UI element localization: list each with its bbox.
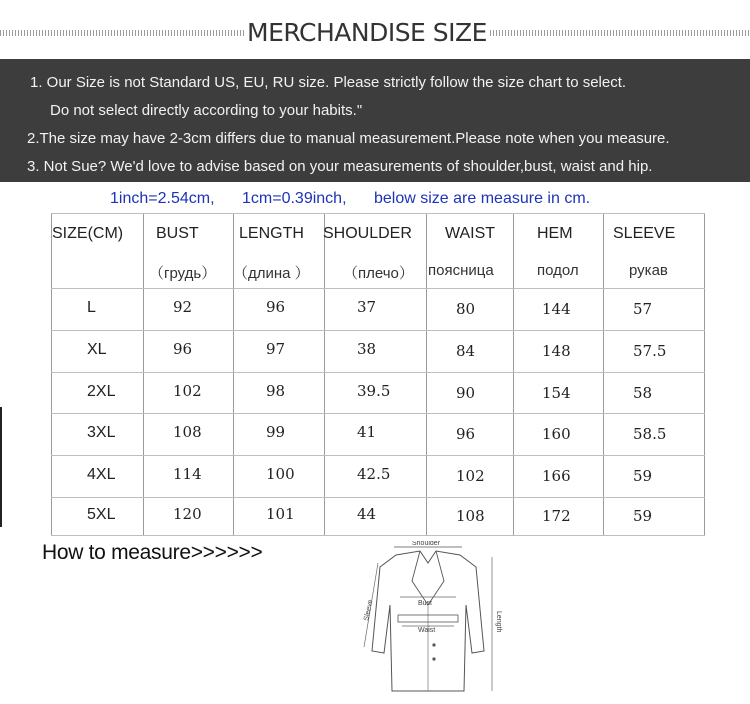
waist-cell: 84 xyxy=(456,342,476,360)
hem-cell: 172 xyxy=(542,507,571,525)
length-cell: 101 xyxy=(266,505,295,523)
waist-cell: 108 xyxy=(456,507,485,525)
column-header: LENGTH xyxy=(239,225,304,242)
length-cell: 97 xyxy=(266,340,286,358)
left-edge-bar xyxy=(0,407,2,527)
hem-cell: 148 xyxy=(542,342,571,360)
shoulder-cell: 37 xyxy=(357,298,377,316)
coat-measure-diagram xyxy=(350,541,510,701)
length-cell: 99 xyxy=(266,423,286,441)
column-header: BUST xyxy=(156,225,199,242)
length-cell: 96 xyxy=(266,298,286,316)
size-cell: 4XL xyxy=(87,466,116,483)
waist-cell: 80 xyxy=(456,300,476,318)
shoulder-label: Shoulder xyxy=(412,541,441,547)
shoulder-cell: 42.5 xyxy=(357,465,391,483)
sleeve-cell: 58 xyxy=(633,383,653,402)
notice-box xyxy=(0,59,750,182)
hem-cell: 160 xyxy=(542,425,571,443)
table-row xyxy=(51,288,705,330)
column-header-russian: рукав xyxy=(629,262,668,279)
sleeve-label: Sleeve xyxy=(363,599,375,622)
shoulder-cell: 44 xyxy=(357,505,377,523)
notice-line-4: 3. Not Sue? We'd love to advise based on your measurements of shoulder,bust, waist and hip. xyxy=(27,158,653,175)
notice-line-2: Do not select directly according to your habits." xyxy=(50,102,363,119)
inch-conversion: 1inch=2.54cm, xyxy=(110,190,215,207)
size-table xyxy=(51,213,705,536)
column-header-russian: поясница xyxy=(428,262,494,279)
waist-label: Waist xyxy=(418,627,436,634)
unit-note: below size are measure in cm. xyxy=(374,190,591,207)
column-header: SHOULDER xyxy=(323,225,412,242)
bust-cell: 114 xyxy=(173,465,202,483)
column-header-russian: （плечо） xyxy=(343,265,414,282)
sleeve-cell: 59 xyxy=(633,467,653,485)
bust-cell: 102 xyxy=(173,381,202,400)
waist-cell: 96 xyxy=(456,425,476,443)
size-cell: 3XL xyxy=(87,424,116,441)
size-cell: XL xyxy=(87,341,107,358)
header-rule-right xyxy=(490,30,750,36)
bust-cell: 92 xyxy=(173,298,193,316)
column-header: HEM xyxy=(537,225,573,242)
header-rule-left xyxy=(0,30,244,36)
shoulder-cell: 38 xyxy=(357,340,377,358)
table-row xyxy=(51,330,705,372)
hem-cell: 144 xyxy=(542,300,571,318)
column-header: SIZE(CM) xyxy=(52,225,124,242)
size-cell: 2XL xyxy=(87,382,116,400)
section-header xyxy=(0,14,750,54)
bust-label: Bust xyxy=(418,600,433,607)
table-row xyxy=(51,497,705,535)
coat-button-2 xyxy=(432,657,435,660)
shoulder-cell: 41 xyxy=(357,423,377,441)
bust-cell: 96 xyxy=(173,340,193,358)
table-row xyxy=(51,413,705,455)
bust-cell: 108 xyxy=(173,423,202,441)
size-cell: L xyxy=(87,299,96,316)
notice-line-1: 1. Our Size is not Standard US, EU, RU size. Please strictly follow the size chart to select. xyxy=(30,74,627,91)
size-cell: 5XL xyxy=(87,506,116,523)
column-header-russian: （грудь） xyxy=(149,265,217,282)
shoulder-cell: 39.5 xyxy=(357,381,391,400)
sleeve-cell: 59 xyxy=(633,507,653,525)
waist-cell: 90 xyxy=(456,383,476,402)
hem-cell: 154 xyxy=(542,383,571,402)
coat-button-1 xyxy=(432,643,435,646)
sleeve-cell: 57.5 xyxy=(633,342,667,360)
sleeve-cell: 58.5 xyxy=(633,425,667,443)
waist-cell: 102 xyxy=(456,467,485,485)
bust-cell: 120 xyxy=(173,505,202,523)
table-row-divider xyxy=(51,535,705,536)
table-row xyxy=(51,455,705,497)
table-row-divider xyxy=(51,213,705,214)
length-cell: 98 xyxy=(266,381,286,400)
sleeve-cell: 57 xyxy=(633,300,653,318)
cm-conversion: 1cm=0.39inch, xyxy=(242,190,347,207)
column-header: WAIST xyxy=(445,225,496,242)
hem-cell: 166 xyxy=(542,467,571,485)
notice-line-3: 2.The size may have 2-3cm differs due to manual measurement.Please note when you measure. xyxy=(27,130,670,147)
length-cell: 100 xyxy=(266,465,295,483)
column-header-russian: （длина ） xyxy=(233,265,310,282)
how-to-measure-label: How to measure>>>>>> xyxy=(42,541,263,564)
column-header: SLEEVE xyxy=(613,225,676,242)
page-title: MERCHANDISE SIZE xyxy=(247,18,487,47)
table-row xyxy=(51,372,705,413)
length-label: Length xyxy=(495,611,502,633)
column-header-russian: подол xyxy=(537,262,579,279)
